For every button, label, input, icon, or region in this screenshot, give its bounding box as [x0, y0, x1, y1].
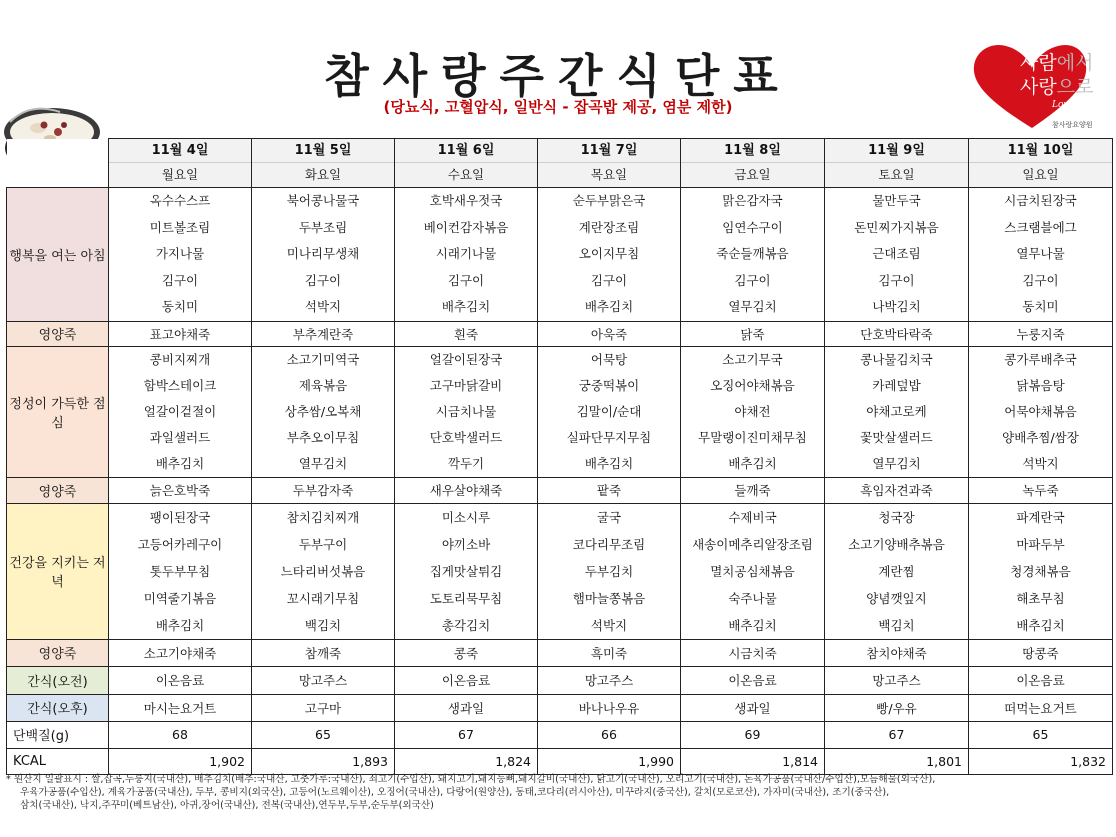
- lunch-cell: [681, 346, 825, 477]
- logo-text-2a: 사랑: [1020, 76, 1057, 98]
- lunch-label: 정성이 가득한 점심: [7, 346, 109, 477]
- menu-item: 계란장조림: [578, 219, 640, 235]
- breakfast-porridge-cell: 부추계란죽: [252, 321, 395, 346]
- menu-item: 청국장: [878, 509, 915, 525]
- brand-logo: [970, 42, 1110, 134]
- breakfast-porridge-cell: 흰죽: [395, 321, 538, 346]
- dinner-cell: [969, 503, 1113, 639]
- menu-item: 소고기무국: [722, 351, 783, 367]
- menu-item: 카레덮밥: [872, 377, 921, 393]
- menu-item: 햄마늘쫑볶음: [572, 590, 646, 606]
- menu-item: 열무김치: [872, 455, 921, 471]
- menu-item: 오징어야채볶음: [710, 377, 795, 393]
- kcal-cell: 1,801: [825, 748, 969, 774]
- menu-item: 미역줄기볶음: [143, 590, 217, 606]
- logo-text-2b: 으로: [1056, 76, 1094, 98]
- dinner-porridge-cell: 흑미죽: [538, 639, 681, 666]
- menu-item: 해초무침: [1016, 590, 1065, 606]
- menu-item: 미트볼조림: [149, 219, 211, 235]
- menu-item: 함박스테이크: [143, 377, 217, 393]
- menu-item: 물만두국: [872, 193, 921, 208]
- day-header: [395, 139, 538, 188]
- lunch-cell: [252, 346, 395, 477]
- menu-item: 배추김치: [728, 455, 777, 471]
- dinner-porridge-cell: 참치야채죽: [825, 639, 969, 666]
- menu-item: 북어콩나물국: [286, 193, 360, 208]
- dinner-cell: [538, 503, 681, 639]
- menu-item: 굴국: [596, 509, 622, 525]
- menu-item: 배추김치: [584, 299, 634, 314]
- kcal-row: [7, 748, 1113, 774]
- kcal-cell: 1,824: [395, 748, 538, 774]
- menu-item: 양배추찜/쌈장: [1002, 429, 1079, 445]
- day-date: 11월 5일: [294, 143, 352, 158]
- day-date: 11월 8일: [724, 143, 781, 158]
- menu-item: 수제비국: [728, 509, 777, 525]
- menu-item: 돈민찌가지볶음: [854, 219, 939, 235]
- menu-item: 코다리무조림: [572, 536, 646, 552]
- menu-item: 김말이/순대: [576, 403, 642, 419]
- menu-item: 상추쌈/오복채: [284, 403, 362, 419]
- menu-item: 열무나물: [1016, 246, 1065, 261]
- menu-item: 꽃맛살샐러드: [860, 429, 933, 445]
- menu-item: 임연수구이: [722, 219, 783, 235]
- corner-cell: [7, 139, 109, 188]
- breakfast-cell: [969, 188, 1113, 322]
- menu-item: 미소시루: [441, 509, 491, 525]
- snack-am-cell: 망고주스: [538, 666, 681, 694]
- menu-item: 동치미: [1022, 299, 1059, 314]
- footnote-line: 우육가공품(수입산), 계육가공품(국내산), 두부, 콩비지(외국산), 고등어(노르웨이산), 오징어(국내산), 다랑어(원양산), 동태,코다리(러시아산), 미꾸라지(중국산), 갈치(모로코산), 가자미(국내산), 조기(중국산),: [20, 787, 890, 798]
- menu-item: 콩가루배추국: [1004, 351, 1077, 367]
- breakfast-porridge-cell: 닭죽: [681, 321, 825, 346]
- page-subtitle: (당뇨식, 고혈압식, 일반식 - 잡곡밥 제공, 염분 제한): [383, 98, 733, 116]
- menu-item: 총각김치: [441, 617, 491, 633]
- logo-text-1a: 사람: [1020, 52, 1057, 74]
- weekly-menu-table: [6, 138, 1113, 775]
- menu-item: 계란찜: [878, 563, 915, 579]
- menu-item: 무말랭이진미채무침: [698, 429, 807, 445]
- protein-cell: 65: [969, 721, 1113, 748]
- breakfast-row: [7, 188, 1113, 322]
- lunch-cell: [969, 346, 1113, 477]
- lunch-porridge-row: [7, 477, 1113, 503]
- breakfast-porridge-cell: 표고야채죽: [109, 321, 252, 346]
- breakfast-cell: [252, 188, 395, 322]
- snack-pm-cell: 생과일: [681, 694, 825, 721]
- protein-cell: 65: [252, 721, 395, 748]
- menu-item: 시래기나물: [435, 246, 497, 261]
- day-of-week: 화요일: [252, 162, 394, 187]
- day-of-week: 월요일: [109, 162, 251, 187]
- menu-item: 맑은감자국: [722, 193, 783, 208]
- menu-item: 집게맛살튀김: [429, 563, 503, 579]
- lunch-porridge-cell: 팥죽: [538, 477, 681, 503]
- menu-item: 열무김치: [298, 455, 348, 471]
- snack-am-label: 간식(오전): [7, 666, 109, 694]
- menu-item: 고구마닭갈비: [429, 377, 503, 393]
- protein-cell: 66: [538, 721, 681, 748]
- menu-item: 톳두부무침: [149, 563, 211, 579]
- day-date: 11월 10일: [1007, 143, 1074, 158]
- lunch-cell: [109, 346, 252, 477]
- menu-item: 얼갈이된장국: [429, 351, 503, 367]
- snack-am-cell: 이온음료: [395, 666, 538, 694]
- header-row: [7, 139, 1113, 188]
- snack-pm-cell: 떠먹는요거트: [969, 694, 1113, 721]
- day-date: 11월 6일: [437, 143, 495, 158]
- logo-text-1b: 에서: [1056, 52, 1094, 74]
- menu-item: 콩비지찌개: [149, 351, 211, 367]
- menu-item: 야채고로케: [866, 403, 927, 419]
- dinner-cell: [681, 503, 825, 639]
- menu-item: 김구이: [1022, 272, 1059, 288]
- day-date: 11월 4일: [151, 143, 209, 158]
- menu-item: 양념깻잎지: [866, 590, 927, 606]
- menu-item: 배추김치: [441, 299, 491, 314]
- snack-pm-cell: 생과일: [395, 694, 538, 721]
- menu-item: 김구이: [161, 272, 199, 288]
- day-header: [969, 139, 1113, 188]
- kcal-cell: 1,990: [538, 748, 681, 774]
- menu-item: 호박새우젓국: [429, 193, 503, 208]
- menu-item: 미나리무생채: [286, 246, 360, 261]
- day-of-week: 일요일: [969, 162, 1112, 187]
- menu-item: 두부조림: [298, 219, 348, 235]
- lunch-porridge-cell: 늙은호박죽: [109, 477, 252, 503]
- menu-item: 배추김치: [584, 455, 634, 471]
- dinner-porridge-cell: 소고기야채죽: [109, 639, 252, 666]
- menu-item: 옥수수스프: [149, 193, 211, 208]
- menu-item: 백김치: [878, 617, 915, 633]
- protein-cell: 68: [109, 721, 252, 748]
- snack-am-row: [7, 666, 1113, 694]
- dinner-cell: [109, 503, 252, 639]
- breakfast-label: 행복을 여는 아침: [7, 188, 109, 322]
- menu-item: 김구이: [878, 272, 915, 288]
- menu-item: 배추김치: [155, 617, 205, 633]
- menu-item: 나박김치: [872, 299, 921, 314]
- menu-item: 느타리버섯볶음: [280, 563, 366, 579]
- breakfast-cell: [825, 188, 969, 322]
- logo-script: Love More: [1052, 100, 1101, 110]
- dinner-porridge-cell: 콩죽: [395, 639, 538, 666]
- day-header: [538, 139, 681, 188]
- footnote-line: 삼치(국내산), 낙지,주꾸미(베트남산), 아귀,장어(국내산), 전복(국내산),연두부,두부,순두부(외국산): [20, 800, 434, 811]
- menu-item: 팽이된장국: [149, 509, 211, 525]
- dinner-porridge-label: 영양죽: [7, 639, 109, 666]
- page-title: 참사랑주간식단표: [324, 49, 792, 103]
- menu-item: 멸치공심채볶음: [710, 563, 795, 579]
- lunch-porridge-cell: 새우살야채죽: [395, 477, 538, 503]
- menu-item: 석박지: [590, 617, 628, 633]
- menu-item: 배추김치: [1016, 617, 1065, 633]
- day-of-week: 목요일: [538, 162, 680, 187]
- breakfast-porridge-cell: 누룽지죽: [969, 321, 1113, 346]
- day-date: 11월 9일: [868, 143, 925, 158]
- menu-item: 파계란국: [1016, 509, 1065, 525]
- footnote-line: * 원산지 일괄표시 : 쌀,잡곡,누룽지(국내산), 배추김치(배추:국내산, 고춧가루:국내산), 쇠고기(수입산), 돼지고기,돼지등뼈,돼지갈비(국내산), 닭고기(국내산), 오리고기(국내산), 돈육가공품(국내산/수입산),모듬해물(외국산),: [6, 774, 936, 785]
- lunch-cell: [825, 346, 969, 477]
- protein-cell: 67: [395, 721, 538, 748]
- menu-item: 죽순들깨볶음: [716, 246, 789, 261]
- day-date: 11월 7일: [580, 143, 638, 158]
- menu-item: 두부구이: [298, 536, 348, 552]
- menu-item: 백김치: [304, 617, 342, 633]
- menu-item: 숙주나물: [728, 590, 777, 606]
- menu-item: 깍두기: [447, 455, 485, 471]
- menu-item: 소고기미역국: [286, 351, 360, 367]
- dinner-porridge-cell: 참깨죽: [252, 639, 395, 666]
- kcal-label: KCAL: [7, 748, 109, 774]
- menu-item: 김구이: [304, 272, 342, 288]
- menu-item: 순두부맑은국: [572, 193, 646, 208]
- menu-item: 부추오이무침: [286, 429, 360, 445]
- snack-am-cell: 이온음료: [109, 666, 252, 694]
- day-header: [825, 139, 969, 188]
- menu-item: 야채전: [734, 403, 771, 419]
- breakfast-cell: [395, 188, 538, 322]
- breakfast-cell: [109, 188, 252, 322]
- protein-label: 단백질(g): [7, 721, 109, 748]
- protein-cell: 67: [825, 721, 969, 748]
- lunch-cell: [538, 346, 681, 477]
- day-header: [109, 139, 252, 188]
- snack-am-cell: 이온음료: [969, 666, 1113, 694]
- menu-item: 콩나물김치국: [860, 351, 933, 367]
- menu-item: 오이지무침: [578, 246, 640, 261]
- menu-item: 어묵야채볶음: [1004, 403, 1077, 419]
- kcal-cell: 1,814: [681, 748, 825, 774]
- protein-cell: 69: [681, 721, 825, 748]
- snack-am-cell: 망고주스: [252, 666, 395, 694]
- dinner-label: 건강을 지키는 저녁: [7, 503, 109, 639]
- breakfast-porridge-cell: 단호박타락죽: [825, 321, 969, 346]
- menu-item: 야끼소바: [441, 536, 491, 552]
- dinner-porridge-cell: 시금치죽: [681, 639, 825, 666]
- menu-item: 석박지: [304, 299, 342, 314]
- day-of-week: 금요일: [681, 162, 824, 187]
- menu-item: 궁중떡볶이: [578, 377, 640, 393]
- dinner-row: [7, 503, 1113, 639]
- snack-pm-cell: 바나나우유: [538, 694, 681, 721]
- menu-item: 열무김치: [728, 299, 777, 314]
- kcal-cell: 1,832: [969, 748, 1113, 774]
- dinner-cell: [825, 503, 969, 639]
- menu-item: 어묵탕: [590, 351, 628, 367]
- menu-item: 꼬시래기무침: [286, 590, 360, 606]
- menu-item: 과일샐러드: [149, 429, 211, 445]
- breakfast-cell: [681, 188, 825, 322]
- kcal-cell: 1,893: [252, 748, 395, 774]
- dinner-cell: [395, 503, 538, 639]
- menu-item: 스크램블에그: [1004, 219, 1077, 235]
- menu-item: 닭볶음탕: [1016, 377, 1065, 393]
- breakfast-porridge-cell: 아욱죽: [538, 321, 681, 346]
- menu-item: 베이컨감자볶음: [423, 219, 509, 235]
- menu-item: 시금치된장국: [1004, 193, 1077, 208]
- menu-item: 배추김치: [155, 455, 205, 471]
- menu-item: 김구이: [734, 272, 771, 288]
- menu-item: 제육볶음: [298, 377, 348, 393]
- snack-pm-cell: 마시는요거트: [109, 694, 252, 721]
- logo-org: 참사랑요양원: [1052, 121, 1093, 129]
- day-header: [252, 139, 395, 188]
- origin-footnote: [6, 773, 1110, 812]
- menu-item: 김구이: [447, 272, 485, 288]
- snack-pm-cell: 고구마: [252, 694, 395, 721]
- dinner-cell: [252, 503, 395, 639]
- lunch-cell: [395, 346, 538, 477]
- menu-item: 가지나물: [155, 246, 205, 261]
- kcal-cell: 1,902: [109, 748, 252, 774]
- menu-item: 청경채볶음: [1010, 563, 1071, 579]
- menu-item: 소고기양배추볶음: [848, 536, 945, 552]
- menu-item: 마파두부: [1016, 536, 1065, 552]
- breakfast-cell: [538, 188, 681, 322]
- dinner-porridge-row: [7, 639, 1113, 666]
- menu-item: 고등어카레구이: [137, 536, 223, 552]
- snack-am-cell: 망고주스: [825, 666, 969, 694]
- menu-item: 시금치나물: [435, 403, 497, 419]
- day-header: [681, 139, 825, 188]
- menu-item: 단호박샐러드: [429, 429, 503, 445]
- snack-pm-label: 간식(오후): [7, 694, 109, 721]
- menu-item: 김구이: [590, 272, 628, 288]
- lunch-porridge-cell: 들깨죽: [681, 477, 825, 503]
- day-of-week: 토요일: [825, 162, 968, 187]
- menu-item: 얼갈이겉절이: [143, 403, 217, 419]
- menu-item: 두부김치: [584, 563, 634, 579]
- day-of-week: 수요일: [395, 162, 537, 187]
- lunch-porridge-cell: 흑임자견과죽: [825, 477, 969, 503]
- menu-item: 실파단무지무침: [566, 429, 652, 445]
- snack-pm-cell: 빵/우유: [825, 694, 969, 721]
- menu-item: 도토리묵무침: [429, 590, 503, 606]
- lunch-porridge-label: 영양죽: [7, 477, 109, 503]
- lunch-porridge-cell: 두부감자죽: [252, 477, 395, 503]
- lunch-row: [7, 346, 1113, 477]
- dinner-porridge-cell: 땅콩죽: [969, 639, 1113, 666]
- menu-item: 새송이메추리알장조림: [692, 536, 813, 552]
- snack-am-cell: 이온음료: [681, 666, 825, 694]
- breakfast-porridge-label: 영양죽: [7, 321, 109, 346]
- snack-pm-row: [7, 694, 1113, 721]
- menu-item: 동치미: [161, 299, 199, 314]
- menu-item: 석박지: [1022, 455, 1059, 471]
- lunch-porridge-cell: 녹두죽: [969, 477, 1113, 503]
- menu-item: 참치김치찌개: [286, 509, 360, 525]
- breakfast-porridge-row: [7, 321, 1113, 346]
- menu-item: 배추김치: [728, 617, 777, 633]
- protein-row: [7, 721, 1113, 748]
- menu-item: 근대조림: [872, 246, 921, 261]
